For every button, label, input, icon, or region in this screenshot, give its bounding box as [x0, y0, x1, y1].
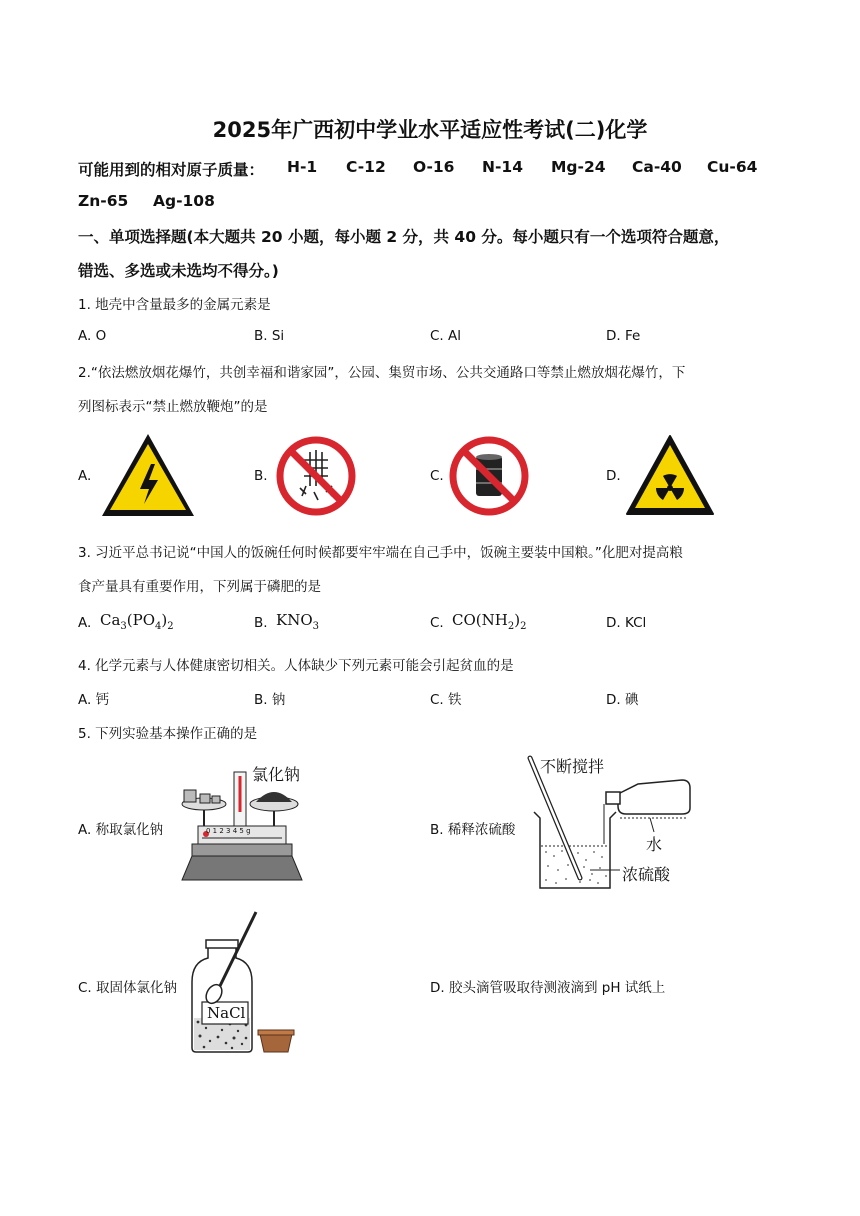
- q3-formula-b: $KNO_3$: [276, 611, 320, 632]
- q2-option-b: B.: [254, 468, 268, 484]
- no-oil-drum-icon: [449, 436, 529, 516]
- question-5-stem: 5. 下列实验基本操作正确的是: [78, 726, 258, 742]
- q3-formula-c: $CO(NH_2)_2$: [452, 611, 527, 632]
- q5-option-b: B. 稀释浓硫酸: [430, 822, 516, 838]
- atomic-mass-item: C-12: [346, 158, 386, 176]
- atomic-mass-item: H-1: [287, 158, 318, 176]
- atomic-masses-label: 可能用到的相对原子质量：: [78, 161, 265, 179]
- section-heading: 一、单项选择题(本大题共 20 小题，每小题 2 分，共 40 分。每小题只有一个选项符合题意，: [78, 228, 730, 246]
- q4-option-a: A. 钙: [78, 692, 110, 708]
- page-title: 2025年广西初中学业水平适应性考试(二)化学: [212, 118, 648, 142]
- q2-option-d: D.: [606, 468, 621, 484]
- atomic-mass-item: N-14: [482, 158, 523, 176]
- q3-option-a: A.: [78, 615, 92, 631]
- q4-option-b: B. 钠: [254, 692, 286, 708]
- stir-label: 不断搅拌: [540, 757, 605, 776]
- q4-option-d: D. 碘: [606, 692, 639, 708]
- radiation-warning-icon: [625, 434, 715, 516]
- nacl-bottle-label: NaCl: [207, 1004, 246, 1022]
- atomic-mass-item: Cu-64: [707, 158, 758, 176]
- high-voltage-warning-icon: [100, 432, 196, 518]
- balance-figure: [176, 752, 306, 884]
- atomic-mass-item: Ag-108: [153, 192, 215, 210]
- balance-scale-ticks: 0 1 2 3 4 5 g: [206, 827, 251, 835]
- atomic-mass-item: Ca-40: [632, 158, 682, 176]
- question-3-stem: 3. 习近平总书记说“中国人的饭碗任何时候都要牢牢端在自己手中，饭碗主要装中国粮。”化肥对提高粮: [78, 545, 683, 561]
- water-label: 水: [646, 835, 663, 854]
- q1-option-b: B. Si: [254, 328, 285, 344]
- q2-option-a: A.: [78, 468, 92, 484]
- question-3-stem-cont: 食产量具有重要作用，下列属于磷肥的是: [78, 579, 321, 595]
- question-4-stem: 4. 化学元素与人体健康密切相关。人体缺少下列元素可能会引起贫血的是: [78, 658, 514, 674]
- balance-label: 氯化钠: [252, 765, 301, 784]
- q1-option-c: C. Al: [430, 328, 461, 344]
- q1-option-d: D. Fe: [606, 328, 641, 344]
- question-2-stem-cont: 列图标表示“禁止燃放鞭炮”的是: [78, 399, 268, 415]
- question-1-stem: 1. 地壳中含量最多的金属元素是: [78, 297, 271, 313]
- q5-option-a: A. 称取氯化钠: [78, 822, 164, 838]
- atomic-mass-item: O-16: [413, 158, 455, 176]
- atomic-mass-item: Zn-65: [78, 192, 129, 210]
- section-heading-cont: 错选、多选或未选均不得分。): [78, 262, 279, 280]
- q1-option-a: A. O: [78, 328, 107, 344]
- q3-option-c: C.: [430, 615, 444, 631]
- q3-formula-a: $Ca_3(PO_4)_2$: [100, 611, 174, 632]
- dilution-figure: [522, 752, 692, 894]
- question-2-stem: 2.“依法燃放烟花爆竹，共创幸福和谐家园”，公园、集贸市场、公共交通路口等禁止燃放烟花爆竹，下: [78, 365, 686, 381]
- atomic-masses: [78, 158, 838, 218]
- atomic-mass-item: Mg-24: [551, 158, 606, 176]
- q5-option-c: C. 取固体氯化钠: [78, 980, 178, 996]
- solid-sampling-figure: [188, 910, 308, 1058]
- no-firecrackers-icon: [276, 436, 356, 516]
- q3-option-b: B.: [254, 615, 268, 631]
- q3-option-d: D. KCl: [606, 615, 647, 631]
- q4-option-c: C. 铁: [430, 692, 462, 708]
- acid-label: 浓硫酸: [622, 865, 671, 884]
- q5-option-d: D. 胶头滴管吸取待测液滴到 pH 试纸上: [430, 980, 666, 996]
- q2-option-c: C.: [430, 468, 444, 484]
